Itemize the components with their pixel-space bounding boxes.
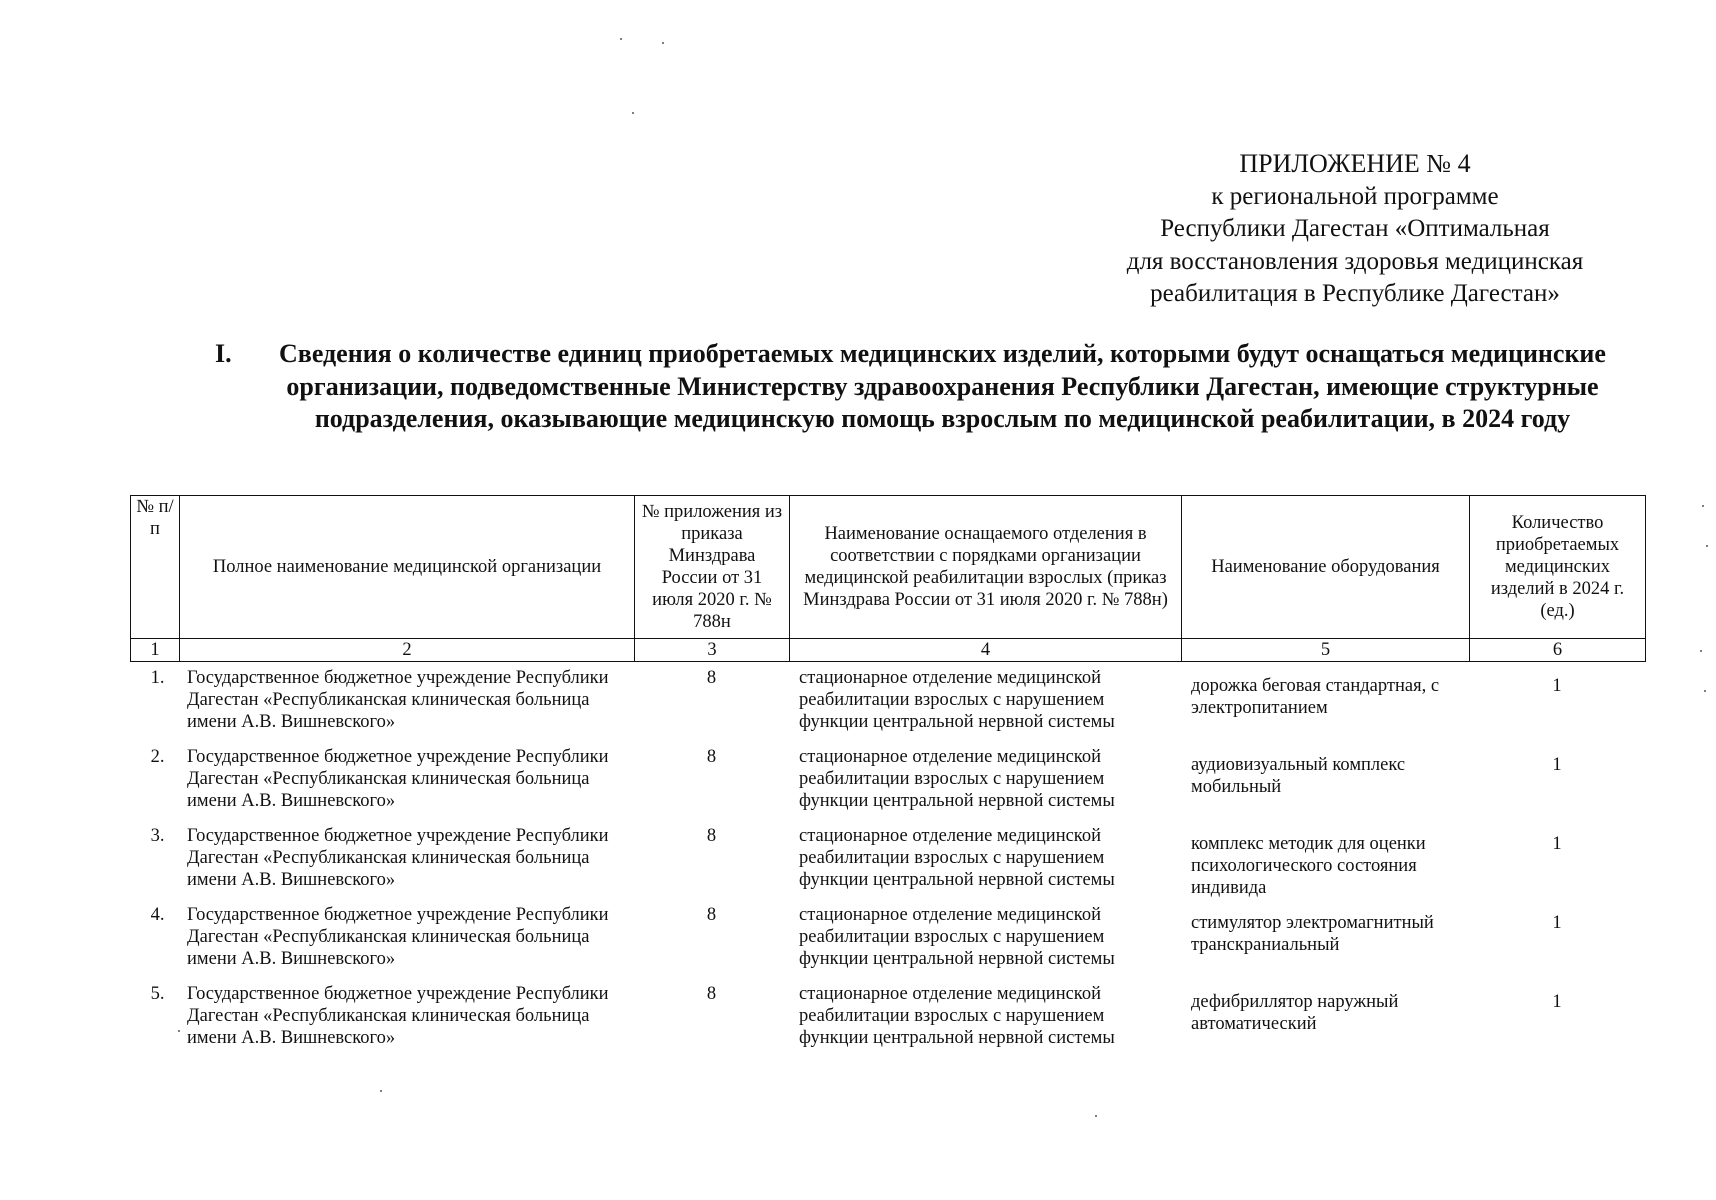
table-row bbox=[130, 667, 1645, 746]
row-quantity: 1 bbox=[1552, 755, 1562, 775]
row-quantity: 1 bbox=[1552, 913, 1562, 933]
annex-line-1: к региональной программе bbox=[1211, 182, 1499, 210]
table-row bbox=[130, 825, 1645, 904]
row-equipment: дефибриллятор наружный автоматический bbox=[1191, 992, 1399, 1034]
annex-heading: ПРИЛОЖЕНИЕ № 4 bbox=[1239, 149, 1471, 178]
header-org: Полное наименование медицинской организации bbox=[180, 496, 635, 639]
row-org: Государственное бюджетное учреждение Республики Дагестан «Республиканская клиническая больница имени А.В. Вишневского» bbox=[187, 826, 609, 890]
row-department: стационарное отделение медицинской реабилитации взрослых с нарушением функции центральной нервной системы bbox=[799, 668, 1115, 732]
header-row bbox=[131, 496, 1646, 639]
column-number: 5 bbox=[1182, 639, 1470, 662]
row-department: стационарное отделение медицинской реабилитации взрослых с нарушением функции центральной нервной системы bbox=[799, 984, 1115, 1048]
section-title-text: Сведения о количестве единиц приобретаемых медицинских изделий, которыми будут оснащаться медицинские организации, подведомственные Министерству здравоохранения Республики Дагестан, имеющие структурные подразделения, оказывающие медицинскую помощь взрослым по медицинской реабилитации, в 2024 году bbox=[279, 339, 1606, 433]
row-org: Государственное бюджетное учреждение Республики Дагестан «Республиканская клиническая больница имени А.В. Вишневского» bbox=[187, 984, 609, 1048]
equipment-table-body bbox=[130, 667, 1645, 1062]
column-number: 1 bbox=[131, 639, 180, 662]
header-equipment: Наименование оборудования bbox=[1182, 496, 1470, 639]
row-quantity: 1 bbox=[1552, 834, 1562, 854]
row-appendix: 8 bbox=[706, 905, 717, 925]
row-org: Государственное бюджетное учреждение Республики Дагестан «Республиканская клиническая больница имени А.В. Вишневского» bbox=[187, 747, 609, 811]
row-number: 4. bbox=[150, 905, 165, 925]
row-equipment: стимулятор электромагнитный транскраниальный bbox=[1191, 913, 1434, 955]
header-num: № п/п bbox=[131, 496, 180, 639]
row-number: 5. bbox=[150, 984, 165, 1004]
table-row bbox=[130, 746, 1645, 825]
row-number: 1. bbox=[150, 668, 165, 688]
row-org: Государственное бюджетное учреждение Республики Дагестан «Республиканская клиническая больница имени А.В. Вишневского» bbox=[187, 905, 609, 969]
row-equipment: комплекс методик для оценки психологического состояния индивида bbox=[1191, 834, 1426, 898]
table-row bbox=[130, 904, 1645, 983]
row-department: стационарное отделение медицинской реабилитации взрослых с нарушением функции центральной нервной системы bbox=[799, 826, 1115, 890]
annex-header bbox=[1060, 148, 1650, 311]
row-quantity: 1 bbox=[1552, 992, 1562, 1012]
row-number: 2. bbox=[150, 747, 165, 767]
annex-line-4: реабилитация в Республике Дагестан» bbox=[1150, 280, 1560, 307]
annex-line-3: для восстановления здоровья медицинская bbox=[1126, 247, 1584, 275]
header-quantity: Количество приобретаемых медицинских изделий в 2024 г. (ед.) bbox=[1470, 496, 1646, 639]
row-org: Государственное бюджетное учреждение Республики Дагестан «Республиканская клиническая больница имени А.В. Вишневского» bbox=[187, 668, 609, 732]
row-quantity: 1 bbox=[1552, 676, 1562, 696]
annex-line-2: Республики Дагестан «Оптимальная bbox=[1160, 215, 1550, 242]
column-number: 3 bbox=[635, 639, 790, 662]
section-number: I. bbox=[215, 339, 232, 368]
row-equipment: дорожка беговая стандартная, с электропитанием bbox=[1191, 676, 1440, 718]
table-row bbox=[130, 983, 1645, 1062]
row-appendix: 8 bbox=[706, 668, 717, 688]
column-number-row bbox=[131, 639, 1646, 662]
row-appendix: 8 bbox=[706, 826, 717, 846]
row-appendix: 8 bbox=[706, 747, 717, 767]
equipment-table-header bbox=[130, 495, 1646, 662]
header-appendix: № приложения из приказа Минздрава России от 31 июля 2020 г. № 788н bbox=[635, 496, 790, 639]
header-department: Наименование оснащаемого отделения в соответствии с порядками организации медицинской реабилитации взрослых (приказ Минздрава России от 31 июля 2020 г. № 788н) bbox=[790, 496, 1182, 639]
row-department: стационарное отделение медицинской реабилитации взрослых с нарушением функции центральной нервной системы bbox=[799, 747, 1115, 811]
column-number: 6 bbox=[1470, 639, 1646, 662]
column-number: 4 bbox=[790, 639, 1182, 662]
row-number: 3. bbox=[150, 826, 165, 846]
row-appendix: 8 bbox=[706, 984, 717, 1004]
row-department: стационарное отделение медицинской реабилитации взрослых с нарушением функции центральной нервной системы bbox=[799, 905, 1115, 969]
column-number: 2 bbox=[180, 639, 635, 662]
section-title bbox=[210, 338, 1620, 436]
row-equipment: аудиовизуальный комплекс мобильный bbox=[1191, 755, 1406, 797]
